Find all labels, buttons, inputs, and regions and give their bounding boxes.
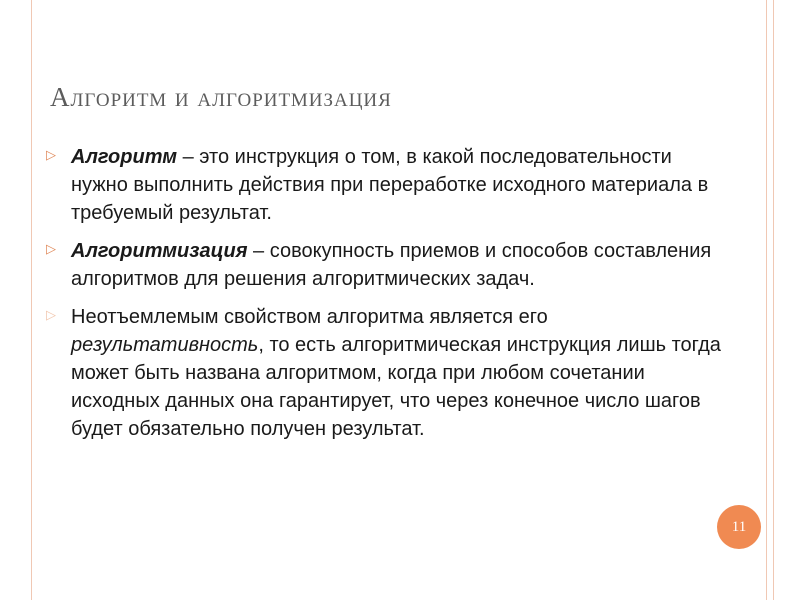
orange-bullet-icon: ▷	[46, 147, 56, 162]
bullet-term: Алгоритмизация	[71, 240, 248, 262]
bullet-text-after: , то есть алгоритмическая инструкция лишь тогда может быть названа алгоритмом, когда при любом сочетании исходных данных она гарантирует, что через конечное число шагов будет обязательно получен результат.	[71, 334, 721, 440]
bullet-text: – совокупность приемов и способов составления алгоритмов для решения алгоритмических задач.	[71, 240, 712, 290]
bullet-item-algorithmization	[44, 237, 724, 293]
bullet-item-algorithm	[44, 143, 724, 227]
page-number-badge: 11	[717, 505, 761, 549]
bullet-term: Алгоритм	[71, 146, 178, 168]
right-border-inner-line	[773, 0, 774, 600]
bullet-emphasis: результативность	[71, 334, 259, 356]
right-border-decoration	[766, 0, 800, 600]
left-border-decoration	[0, 0, 32, 600]
bullet-item-property	[44, 303, 724, 443]
slide-content	[44, 143, 724, 453]
bullet-text-before: Неотъемлемым свойством алгоритма является его	[71, 306, 548, 328]
bullet-text: – это инструкция о том, в какой последовательности нужно выполнить действия при переработке исходного материала в требуемый результат.	[71, 146, 709, 224]
orange-bullet-icon: ▷	[46, 241, 56, 256]
pale-bullet-icon: ▷	[46, 307, 56, 322]
slide-title: Алгоритм и алгоритмизация	[50, 82, 392, 112]
